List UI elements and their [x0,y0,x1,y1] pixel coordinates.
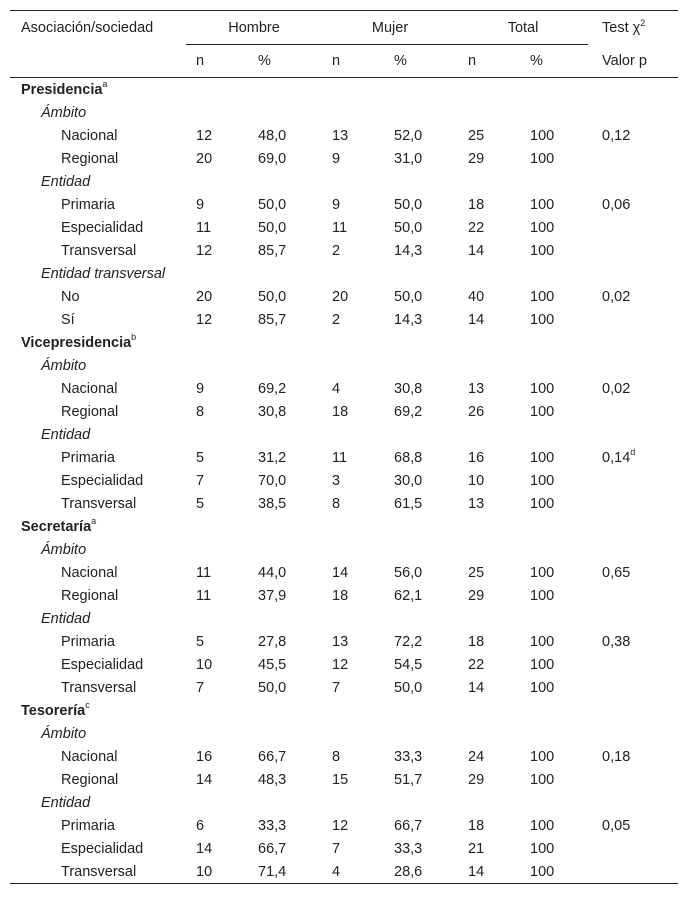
header-label: Asociación/sociedad [21,20,154,36]
row-label: Transversal [61,679,137,696]
cell-pvalue [592,377,678,400]
cell-n-total: 14 [468,679,485,696]
header-test [592,11,678,46]
table-row [10,216,678,239]
group-label: Entidad [41,610,91,627]
table-row [10,124,678,147]
cell-pct-total: 100 [530,449,555,466]
pvalue-text: 0,38 [602,633,631,650]
cell-pct-total: 100 [530,564,555,581]
cell-n-mujer: 11 [332,219,348,236]
cell-n-mujer: 20 [332,288,349,305]
cell-n-hombre: 20 [196,288,213,305]
cell-n-hombre: 10 [186,860,248,884]
header-sub-n-mujer: n [322,45,384,78]
row-label: Nacional [61,380,118,397]
pvalue-text: 0,18 [602,748,631,765]
row-label: Especialidad [61,656,144,673]
cell-n-mujer: 11 [332,449,348,466]
cell-n-total: 10 [468,472,485,489]
cell-n-mujer: 13 [332,633,349,650]
cell-pct-hombre: 69,0 [258,150,287,167]
group-row [10,607,678,630]
cell-n-total: 29 [468,771,485,788]
cell-n-mujer: 7 [332,679,341,696]
table-row [10,492,678,515]
row-label: Nacional [61,748,118,765]
section-footnote-mark: a [91,515,97,526]
header-sub-pct-mujer: % [384,45,458,78]
cell-n-total: 18 [468,633,485,650]
cell-n-hombre: 20 [196,150,213,167]
cell-pct-total: 100 [530,196,555,213]
row-label: Regional [61,403,119,420]
cell-pct-total: 100 [530,656,555,673]
header-sub-pct-total: % [520,45,592,78]
table-row [10,584,678,607]
cell-n-total: 29 [468,587,485,604]
header-group-total [458,11,592,46]
group-label: Ámbito [41,104,87,121]
cell-n-total: 26 [468,403,485,420]
cell-n-hombre: 16 [196,748,213,765]
section-label [10,699,678,722]
group-row [10,262,678,285]
cell-n-mujer: 4 [322,860,384,884]
cell-pct-mujer: 68,8 [394,449,423,466]
cell-n-total: 21 [468,840,485,857]
table-row [10,400,678,423]
row-label: Nacional [61,127,118,144]
cell-pct-hombre: 66,7 [258,748,287,765]
row-label: Nacional [61,564,118,581]
row-label: Transversal [10,860,186,884]
cell-pct-mujer: 28,6 [384,860,458,884]
row-label: Sí [61,311,75,328]
section-label [10,331,678,354]
header-pvalue: Valor p [592,45,678,78]
cell-n-total: 22 [468,219,485,236]
pvalue-text: 0,02 [602,288,631,305]
cell-n-total: 25 [468,127,485,144]
table-body [10,78,678,884]
pvalue-text: 0,02 [602,380,631,397]
cell-pvalue [592,768,678,791]
header-group-hombre [186,11,322,46]
pvalue-text: 0,06 [602,196,631,213]
cell-n-hombre: 7 [196,679,205,696]
cell-n-mujer: 8 [332,495,341,512]
table-row [10,745,678,768]
cell-n-mujer: 8 [332,748,341,765]
cell-n-hombre: 14 [196,840,213,857]
table-row [10,768,678,791]
group-label: Entidad transversal [41,265,166,282]
cell-pct-hombre: 50,0 [258,679,287,696]
cell-pct-mujer: 50,0 [394,679,423,696]
table-row [10,308,678,331]
group-label: Ámbito [41,541,87,558]
row-label: Especialidad [61,840,144,857]
section-label-text: Secretaría [21,518,92,535]
row-label: Primaria [61,449,115,466]
table-row [10,193,678,216]
cell-pct-total: 100 [530,633,555,650]
cell-pvalue [592,630,678,653]
table-row [10,561,678,584]
row-label: No [61,288,80,305]
cell-pvalue [592,745,678,768]
cell-pct-total: 100 [530,472,555,489]
header-group-total-text: Total [458,12,588,45]
header-group-mujer-text: Mujer [322,12,458,45]
section-row [10,515,678,538]
group-label: Entidad [41,173,91,190]
row-label: Transversal [61,242,137,259]
cell-pvalue [592,147,678,170]
row-label: Primaria [61,817,115,834]
cell-pct-total: 100 [530,771,555,788]
row-label: Regional [61,587,119,604]
header-test-text: Test χ [602,20,641,36]
table-row [10,239,678,262]
row-label: Primaria [61,196,115,213]
cell-n-total: 13 [468,495,485,512]
cell-pct-hombre: 50,0 [258,288,287,305]
cell-pct-mujer: 30,0 [394,472,423,489]
cell-n-hombre: 5 [196,449,205,466]
row-label: Especialidad [61,472,144,489]
pvalue-text: 0,12 [602,127,631,144]
group-label: Ámbito [41,357,87,374]
cell-pct-total: 100 [530,380,555,397]
cell-pvalue [592,400,678,423]
cell-pct-hombre: 85,7 [258,242,287,259]
cell-pvalue [592,860,678,884]
cell-n-total: 18 [468,196,485,213]
cell-pct-mujer: 61,5 [394,495,423,512]
cell-n-total: 24 [468,748,485,765]
table-row [10,630,678,653]
cell-pct-mujer: 33,3 [394,840,423,857]
row-label: Regional [61,771,119,788]
cell-pct-hombre: 50,0 [258,196,287,213]
section-label [10,515,678,538]
cell-pct-hombre: 45,5 [258,656,287,673]
group-row [10,791,678,814]
group-row [10,538,678,561]
table-container [10,10,678,884]
cell-n-total: 14 [468,311,485,328]
cell-pct-total: 100 [530,288,555,305]
cell-pvalue [592,446,678,469]
cell-pct-hombre: 48,3 [258,771,287,788]
table-row [10,147,678,170]
cell-pct-total: 100 [530,495,555,512]
cell-pct-total: 100 [530,679,555,696]
cell-pct-hombre: 37,9 [258,587,287,604]
section-label-text: Tesorería [21,702,86,719]
pvalue-text: 0,14 [602,449,631,466]
cell-pct-mujer: 66,7 [394,817,423,834]
cell-pct-hombre: 48,0 [258,127,287,144]
cell-pct-mujer: 69,2 [394,403,423,420]
cell-pvalue [592,308,678,331]
cell-n-total: 25 [468,564,485,581]
cell-pct-total: 100 [530,242,555,259]
cell-pvalue [592,193,678,216]
header-test-sup: 2 [640,18,646,28]
cell-n-hombre: 7 [196,472,205,489]
cell-pct-total: 100 [530,817,555,834]
cell-n-total: 14 [458,860,520,884]
table-row [10,285,678,308]
pvalue-text: 0,65 [602,564,631,581]
cell-pvalue [592,837,678,860]
cell-pct-total: 100 [530,127,555,144]
cell-n-total: 14 [468,242,485,259]
cell-pct-mujer: 56,0 [394,564,423,581]
table-row [10,837,678,860]
cell-pct-total: 100 [530,219,555,236]
cell-pct-mujer: 31,0 [394,150,423,167]
cell-n-mujer: 3 [332,472,341,489]
cell-n-mujer: 4 [332,380,341,397]
table-row [10,860,678,884]
cell-n-mujer: 7 [332,840,341,857]
cell-n-hombre: 6 [196,817,205,834]
cell-pvalue [592,469,678,492]
row-label: Regional [61,150,119,167]
cell-n-total: 29 [468,150,485,167]
cell-pct-mujer: 14,3 [394,311,423,328]
section-label-text: Vicepresidencia [21,334,132,351]
cell-pct-hombre: 66,7 [258,840,287,857]
cell-n-hombre: 5 [196,633,205,650]
cell-pct-hombre: 27,8 [258,633,287,650]
cell-n-hombre: 8 [196,403,205,420]
cell-n-hombre: 11 [196,587,212,604]
cell-pct-total: 100 [520,860,592,884]
table-row [10,446,678,469]
row-label: Transversal [61,495,137,512]
cell-pct-mujer: 54,5 [394,656,423,673]
cell-pct-mujer: 50,0 [394,288,423,305]
cell-pct-total: 100 [530,748,555,765]
cell-pct-mujer: 50,0 [394,219,423,236]
table-row [10,653,678,676]
pvalue-footnote-mark: d [630,446,636,457]
section-label [10,78,678,102]
cell-n-hombre: 9 [196,380,205,397]
header-group-hombre-text: Hombre [186,12,322,45]
cell-pct-hombre: 69,2 [258,380,287,397]
cell-n-hombre: 5 [196,495,205,512]
cell-n-hombre: 11 [196,564,212,581]
cell-n-hombre: 11 [196,219,212,236]
group-row [10,722,678,745]
cell-pct-mujer: 51,7 [394,771,423,788]
group-label: Ámbito [41,725,87,742]
cell-n-hombre: 14 [196,771,213,788]
cell-n-mujer: 2 [332,242,341,259]
group-row [10,354,678,377]
cell-n-hombre: 12 [196,311,213,328]
table-row [10,676,678,699]
cell-n-hombre: 12 [196,127,213,144]
row-label: Primaria [61,633,115,650]
cell-n-total: 16 [468,449,485,466]
group-label: Entidad [41,426,91,443]
cell-pct-hombre: 50,0 [258,219,287,236]
cell-n-total: 22 [468,656,485,673]
pvalue-text: 0,05 [602,817,631,834]
row-label: Especialidad [61,219,144,236]
header-sub-empty [10,45,186,78]
cell-pvalue [592,653,678,676]
group-row [10,423,678,446]
cell-pct-total: 100 [530,311,555,328]
header-sub-n-total: n [458,45,520,78]
cell-pct-mujer: 62,1 [394,587,423,604]
section-row [10,331,678,354]
cell-pct-hombre: 85,7 [258,311,287,328]
cell-n-mujer: 2 [332,311,341,328]
cell-pct-mujer: 14,3 [394,242,423,259]
cell-pct-hombre: 30,8 [258,403,287,420]
cell-pct-hombre: 70,0 [258,472,287,489]
header-sub-n-hombre: n [186,45,248,78]
cell-pct-mujer: 33,3 [394,748,423,765]
cell-n-mujer: 12 [332,656,349,673]
cell-pvalue [592,561,678,584]
table-row [10,377,678,400]
cell-n-mujer: 18 [332,403,349,420]
group-label: Entidad [41,794,91,811]
section-row [10,78,678,102]
cell-pvalue [592,216,678,239]
cell-pct-total: 100 [530,587,555,604]
cell-pct-hombre: 33,3 [258,817,287,834]
header-sub-pct-hombre: % [248,45,322,78]
section-footnote-mark: c [85,699,90,710]
section-footnote-mark: a [102,78,108,89]
data-table [10,10,678,884]
cell-pct-total: 100 [530,150,555,167]
cell-pvalue [592,285,678,308]
cell-pvalue [592,814,678,837]
cell-pct-total: 100 [530,840,555,857]
cell-pct-hombre: 31,2 [258,449,287,466]
cell-n-hombre: 10 [196,656,213,673]
cell-n-mujer: 9 [332,196,341,213]
cell-pvalue [592,492,678,515]
cell-pct-mujer: 72,2 [394,633,423,650]
cell-n-hombre: 12 [196,242,213,259]
group-row [10,101,678,124]
cell-n-mujer: 13 [332,127,349,144]
cell-pct-total: 100 [530,403,555,420]
group-row [10,170,678,193]
cell-n-mujer: 18 [332,587,349,604]
cell-pct-mujer: 50,0 [394,196,423,213]
cell-n-total: 40 [468,288,485,305]
cell-n-mujer: 12 [332,817,349,834]
table-row [10,469,678,492]
cell-pvalue [592,584,678,607]
cell-pct-hombre: 71,4 [248,860,322,884]
cell-n-total: 13 [468,380,485,397]
cell-pct-hombre: 38,5 [258,495,287,512]
cell-n-mujer: 9 [332,150,341,167]
cell-n-total: 18 [468,817,485,834]
cell-n-mujer: 14 [332,564,349,581]
cell-pct-mujer: 52,0 [394,127,423,144]
cell-pvalue [592,676,678,699]
cell-pvalue [592,239,678,262]
table-row [10,814,678,837]
section-label-text: Presidencia [21,81,103,98]
cell-pct-mujer: 30,8 [394,380,423,397]
cell-n-hombre: 9 [196,196,205,213]
cell-n-mujer: 15 [332,771,349,788]
section-footnote-mark: b [131,331,137,342]
cell-pvalue [592,124,678,147]
section-row [10,699,678,722]
cell-pct-hombre: 44,0 [258,564,287,581]
header-group-mujer [322,11,458,46]
